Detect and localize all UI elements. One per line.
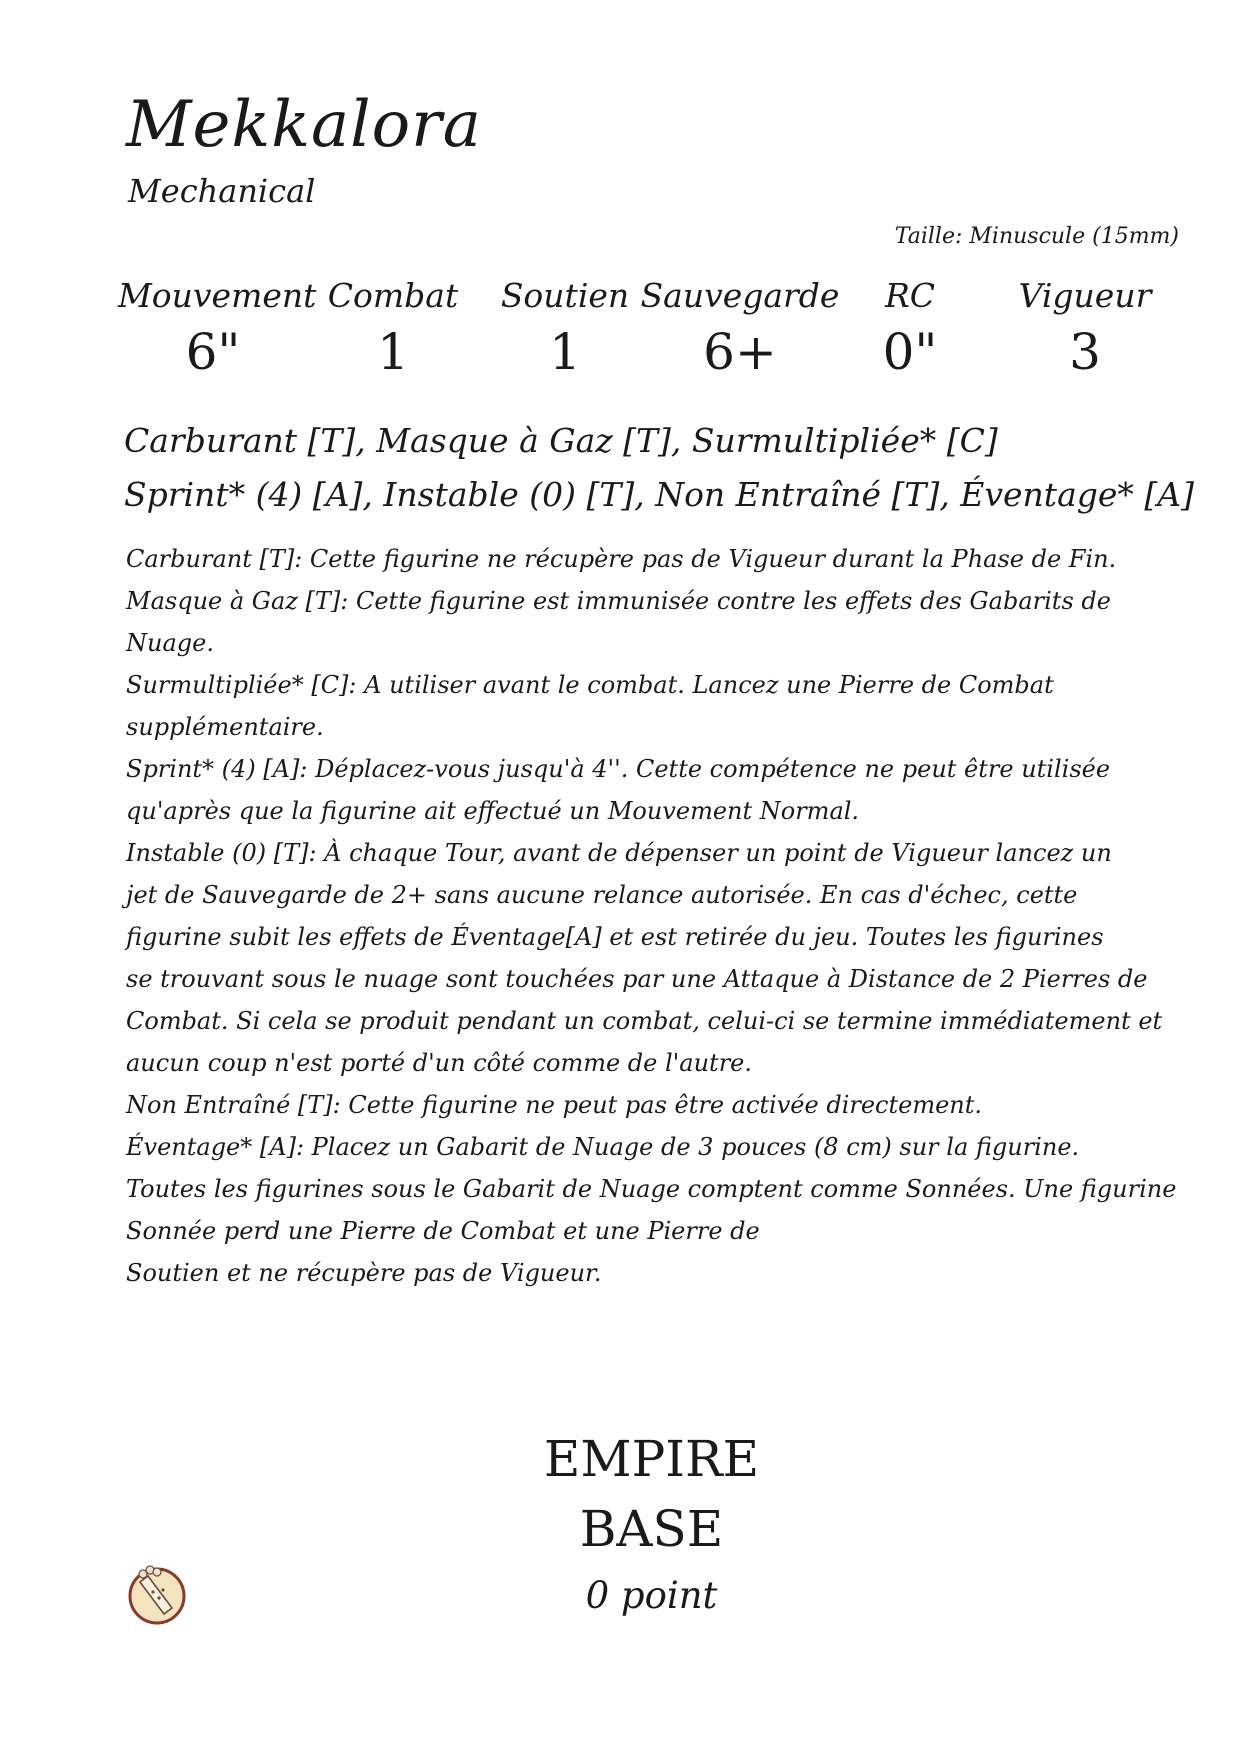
desc-line: Nuage.: [126, 629, 214, 657]
stat-label: Soutien: [500, 276, 630, 315]
stat-value: 1: [377, 323, 409, 381]
skill-line: Carburant [T], Masque à Gaz [T], Surmultipliée* [C]: [124, 421, 998, 460]
stat-combat: [318, 276, 468, 381]
desc-line: Éventage* [A]: Placez un Gabarit de Nuage de 3 pouces (8 cm) sur la figurine.: [126, 1133, 1080, 1161]
stat-value: 0": [882, 323, 938, 381]
desc-line: qu'après que la figurine ait effectué un Mouvement Normal.: [126, 797, 860, 825]
desc-line: se trouvant sous le nuage sont touchées par une Attaque à Distance de 2 Pierres de: [126, 965, 1148, 993]
stat-vigueur: [1010, 276, 1160, 381]
skill-descriptions: [126, 538, 1177, 1294]
skill-line: Sprint* (4) [A], Instable (0) [T], Non Entraîné [T], Éventage* [A]: [124, 475, 1194, 514]
desc-line: Carburant [T]: Cette figurine ne récupère pas de Vigueur durant la Phase de Fin.: [126, 545, 1117, 573]
desc-line: Surmultipliée* [C]: A utiliser avant le combat. Lancez une Pierre de Combat: [126, 671, 1054, 699]
stat-label: RC: [884, 276, 936, 315]
desc-line: supplémentaire.: [126, 713, 324, 741]
skill-summary: [124, 414, 1194, 522]
stat-value: 6": [185, 323, 241, 381]
stat-soutien: [490, 276, 640, 381]
unit-cost: 0 point: [585, 1574, 718, 1617]
stat-sauvegarde: [640, 276, 840, 381]
unit-name: Mekkalora: [126, 88, 482, 162]
stat-value: 1: [549, 323, 581, 381]
desc-line: Non Entraîné [T]: Cette figurine ne peut pas être activée directement.: [126, 1091, 983, 1119]
stat-line: [0, 276, 1241, 396]
hand-token-icon: [126, 1562, 188, 1626]
stat-label: Mouvement: [118, 276, 317, 315]
stat-mouvement: [118, 276, 317, 381]
desc-line: Toutes les figurines sous le Gabarit de Nuage comptent comme Sonnées. Une figurine: [126, 1175, 1177, 1203]
desc-line: jet de Sauvegarde de 2+ sans aucune relance autorisée. En cas d'échec, cette: [126, 881, 1078, 909]
desc-line: figurine subit les effets de Éventage[A] et est retirée du jeu. Toutes les figurines: [126, 923, 1104, 951]
desc-line: Sprint* (4) [A]: Déplacez-vous jusqu'à 4''. Cette compétence ne peut être utilisée: [126, 755, 1111, 783]
stat-label: Vigueur: [1018, 276, 1152, 315]
stat-label: Sauvegarde: [640, 276, 840, 315]
stat-rc: [850, 276, 970, 381]
unit-size: Taille: Minuscule (15mm): [894, 224, 1179, 249]
unit-keyword: Mechanical: [128, 172, 316, 210]
stat-label: Combat: [327, 276, 459, 315]
desc-line: Instable (0) [T]: À chaque Tour, avant de dépenser un point de Vigueur lancez un: [126, 839, 1112, 867]
desc-line: Soutien et ne récupère pas de Vigueur.: [126, 1259, 602, 1287]
stat-value: 6+: [703, 323, 777, 381]
faction-name: EMPIRE: [543, 1430, 760, 1488]
desc-line: aucun coup n'est porté d'un côté comme de l'autre.: [126, 1049, 752, 1077]
desc-line: Sonnée perd une Pierre de Combat et une Pierre de: [126, 1217, 760, 1245]
unit-type: BASE: [579, 1500, 724, 1558]
desc-line: Combat. Si cela se produit pendant un combat, celui-ci se termine immédiatement et: [126, 1007, 1163, 1035]
stat-value: 3: [1069, 323, 1101, 381]
desc-line: Masque à Gaz [T]: Cette figurine est immunisée contre les effets des Gabarits de: [126, 587, 1111, 615]
